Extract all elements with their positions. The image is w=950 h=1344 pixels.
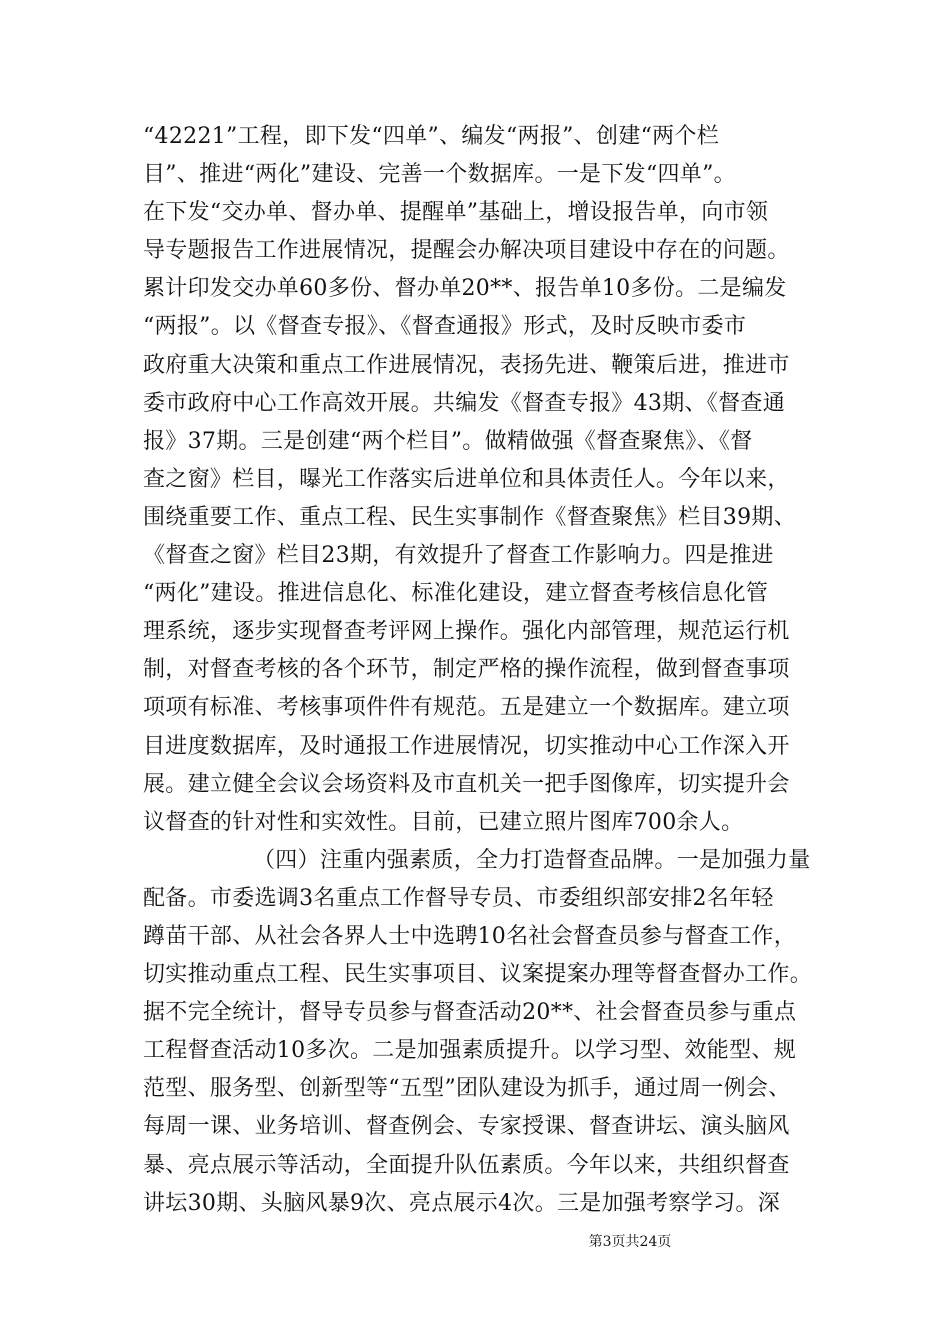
- text-line: 制，对督查考核的各个环节，制定严格的操作流程，做到督查事项: [143, 657, 790, 683]
- text-line: 每周一课、业务培训、督查例会、专家授课、督查讲坛、演头脑风: [143, 1114, 790, 1140]
- text-line: “两化”建设。推进信息化、标准化建设，建立督查考核信息化管: [143, 581, 769, 607]
- text-line: 查之窗》栏目，曝光工作落实后进单位和具体责任人。今年以来，: [143, 466, 790, 492]
- text-line: 讲坛30期、头脑风暴9次、亮点展示4次。三是加强考察学习。深: [143, 1190, 780, 1216]
- body-text: [143, 118, 833, 1223]
- text-line: 《督查之窗》栏目23期，有效提升了督查工作影响力。四是推进: [143, 543, 774, 569]
- text-line: 范型、服务型、创新型等“五型”团队建设为抓手，通过周一例会、: [143, 1076, 791, 1102]
- text-line: 委市政府中心工作高效开展。共编发《督查专报》43期、《督查通: [143, 390, 785, 416]
- text-line: 在下发“交办单、督办单、提醒单”基础上，增设报告单，向市领: [143, 200, 769, 226]
- page-number-footer: 第3页共24页: [588, 1234, 672, 1250]
- text-line: 围绕重要工作、重点工程、民生实事制作《督查聚焦》栏目39期、: [143, 504, 796, 530]
- text-line: 展。建立健全会议会场资料及市直机关一把手图像库，切实提升会: [143, 771, 790, 797]
- text-line: 政府重大决策和重点工作进展情况，表扬先进、鞭策后进，推进市: [143, 352, 790, 378]
- text-line: 目进度数据库，及时通报工作进展情况，切实推动中心工作深入开: [143, 733, 790, 759]
- text-line: 配备。市委选调3名重点工作督导专员、市委组织部安排2名年轻: [143, 885, 774, 911]
- text-line: 据不完全统计，督导专员参与督查活动20**、社会督查员参与重点: [143, 1000, 797, 1026]
- text-line: 议督查的针对性和实效性。目前，已建立照片图库700余人。: [143, 809, 744, 835]
- text-line: 暴、亮点展示等活动，全面提升队伍素质。今年以来，共组织督查: [143, 1152, 790, 1178]
- text-line: 切实推动重点工程、民生实事项目、议案提案办理等督查督办工作。: [143, 962, 813, 988]
- text-line: 导专题报告工作进展情况，提醒会办解决项目建设中存在的问题。: [143, 238, 790, 264]
- text-line: 累计印发交办单60多份、督办单20**、报告单10多份。二是编发: [143, 276, 787, 302]
- section-heading-line: （四）注重内强素质，全力打造督查品牌。一是加强力量: [253, 847, 811, 873]
- text-line: “42221”工程，即下发“四单”、编发“两报”、创建“两个栏: [143, 124, 720, 149]
- text-line: 蹲苗干部、从社会各界人士中选聘10名社会督查员参与督查工作，: [143, 923, 796, 949]
- text-line: 项项有标准、考核事项件件有规范。五是建立一个数据库。建立项: [143, 695, 790, 721]
- text-line: “两报”。以《督查专报》、《督查通报》形式，及时反映市委市: [143, 314, 747, 340]
- text-line: 目”、推进“两化”建设、完善一个数据库。一是下发“四单”。: [143, 162, 736, 188]
- text-line: 工程督查活动10多次。二是加强素质提升。以学习型、效能型、规: [143, 1038, 796, 1064]
- text-line: 报》37期。三是创建“两个栏目”。做精做强《督查聚焦》、《督: [143, 428, 753, 454]
- text-line: 理系统，逐步实现督查考评网上操作。强化内部管理，规范运行机: [143, 619, 790, 645]
